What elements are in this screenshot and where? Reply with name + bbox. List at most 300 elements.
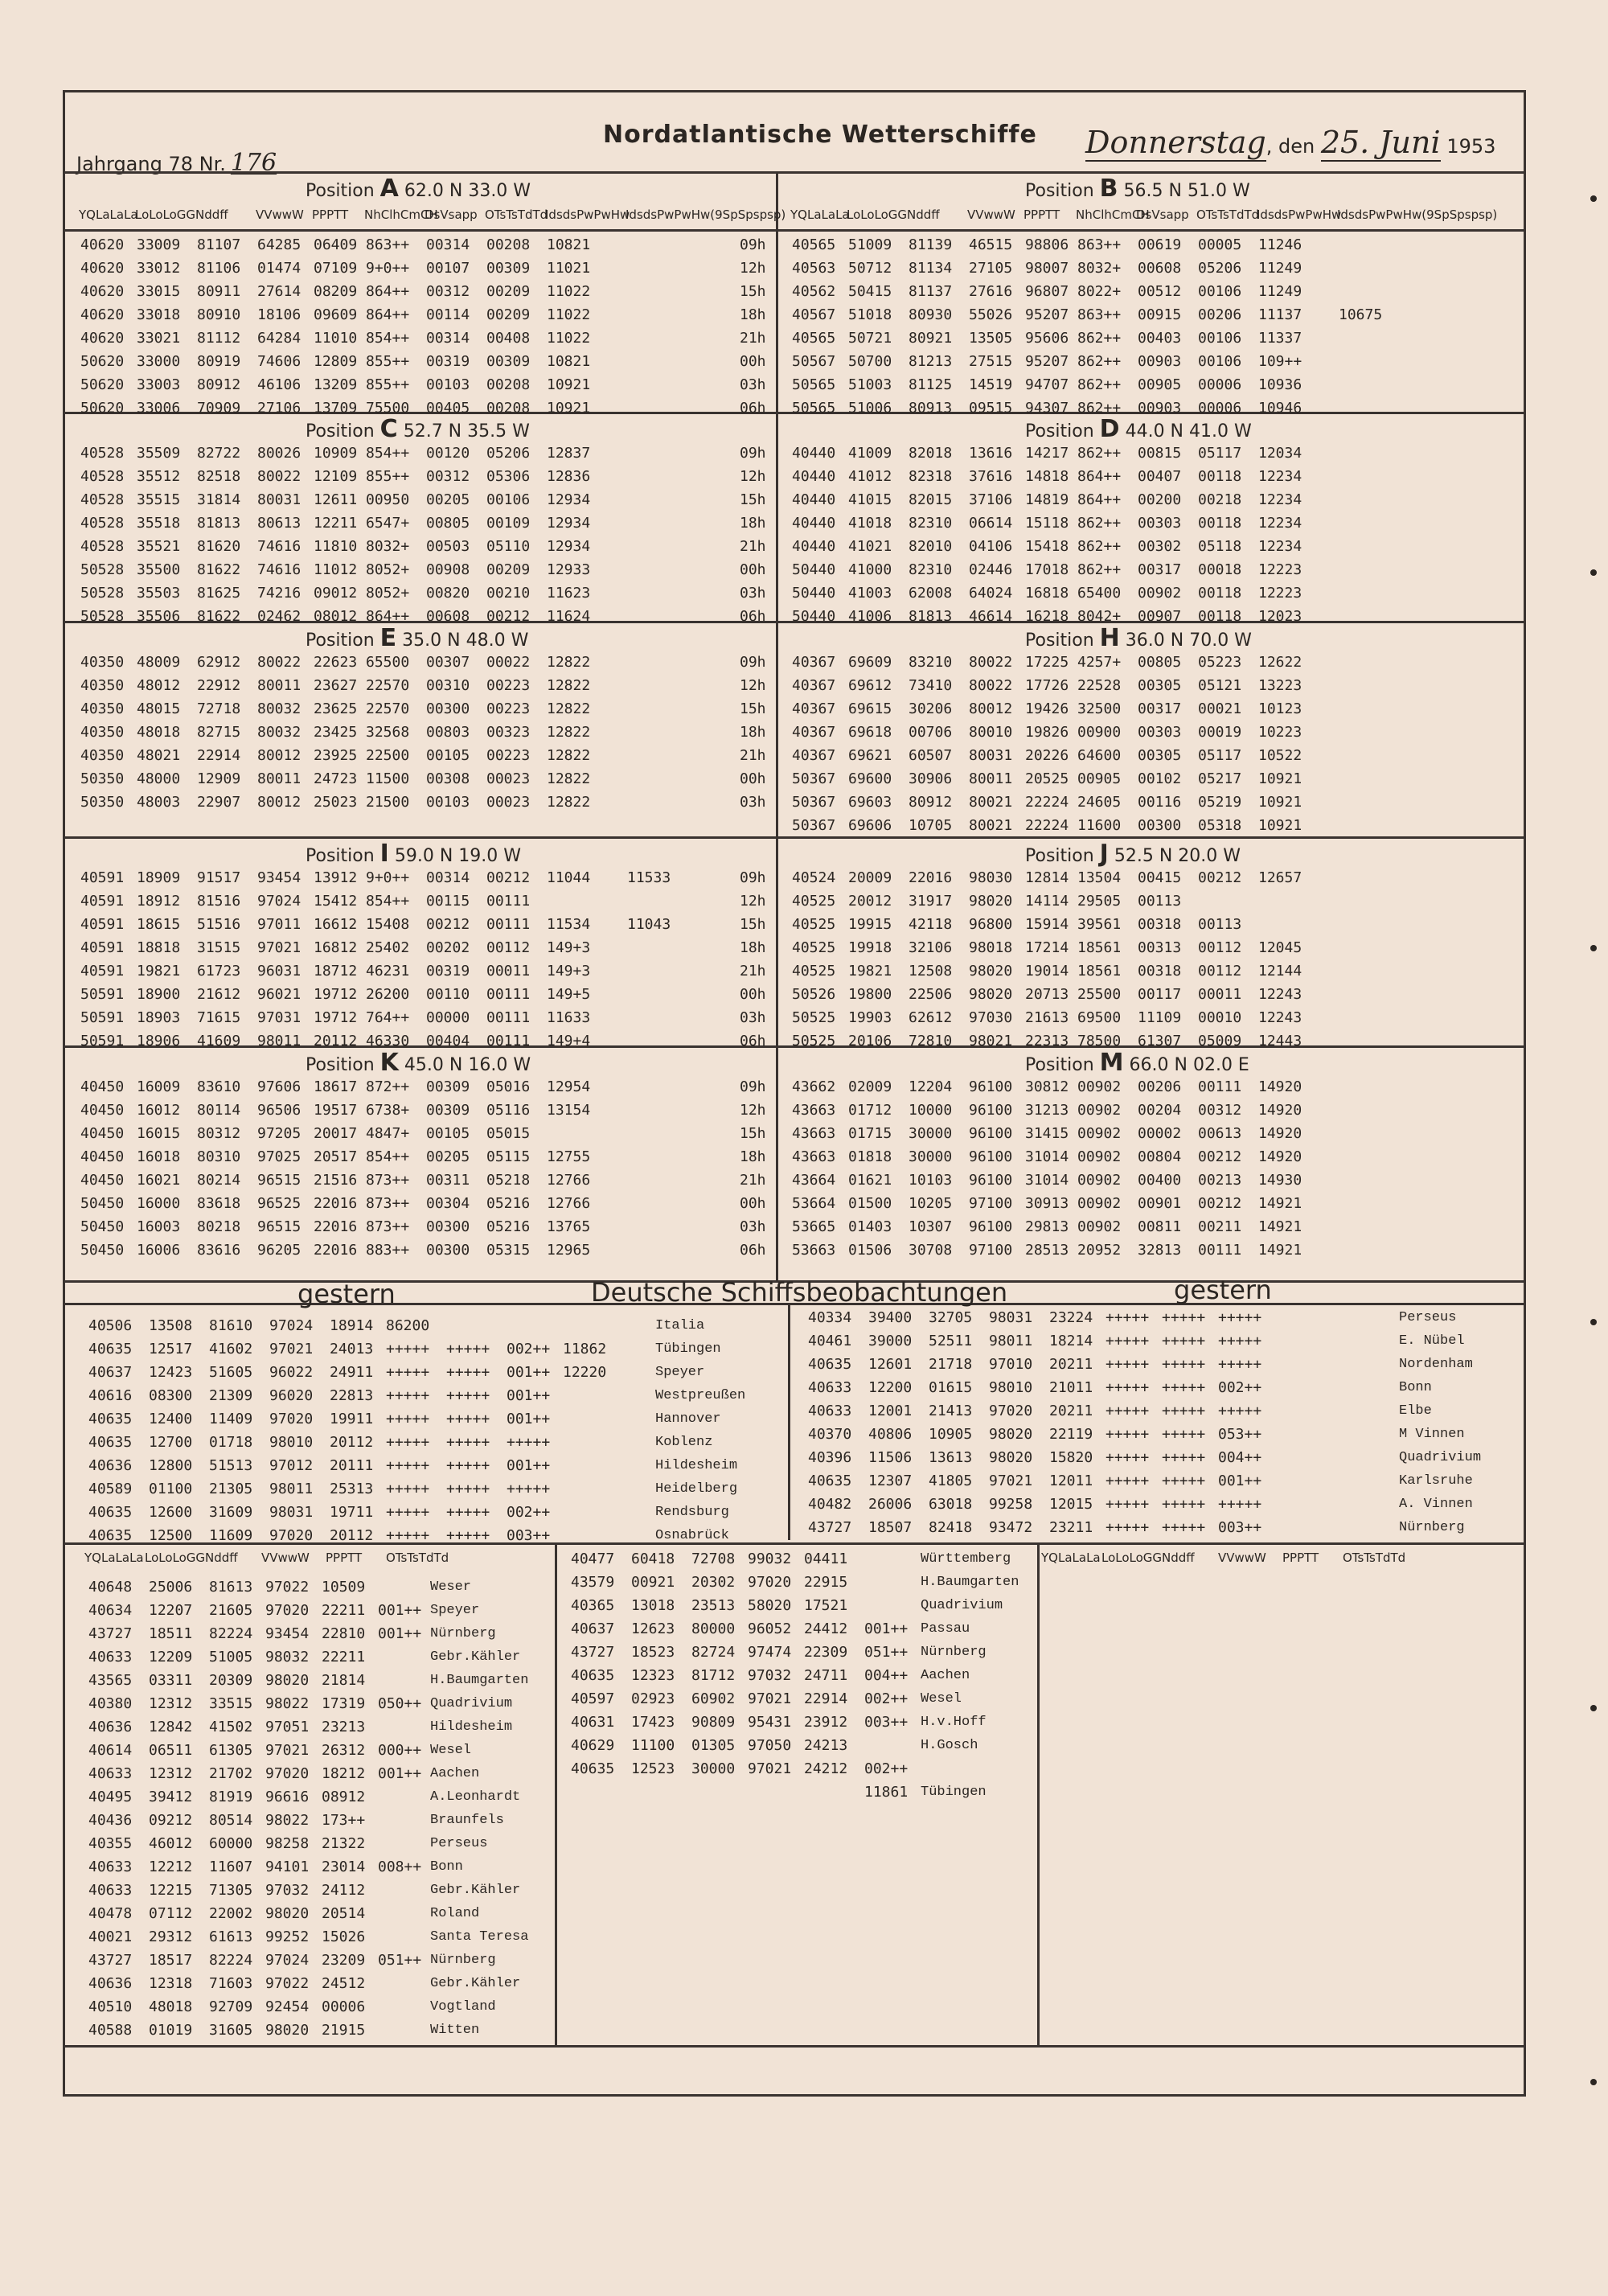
obs-value: 40634 [88, 1602, 133, 1619]
position-word: Position [1025, 421, 1094, 442]
obs-value: 19918 [848, 939, 892, 956]
obs-value: 98020 [989, 1449, 1033, 1466]
obs-value: 40591 [80, 893, 125, 910]
obs-value: 50565 [792, 376, 836, 393]
obs-value: 80010 [969, 724, 1013, 741]
punch-hole [1590, 945, 1597, 951]
obs-value: 62008 [909, 585, 953, 602]
obs-value: 35506 [137, 608, 181, 625]
obs-value: 27106 [257, 400, 302, 417]
obs-value: 26312 [322, 1742, 366, 1759]
obs-value: 80031 [257, 491, 302, 508]
obs-value: 51018 [848, 306, 892, 323]
obs-value: 12212 [149, 1859, 193, 1875]
obs-value: 97010 [989, 1356, 1033, 1373]
obs-value: 18106 [257, 306, 302, 323]
obs-time: 15h [740, 916, 766, 933]
obs-value: 97025 [257, 1148, 302, 1165]
obs-value: 10705 [909, 817, 953, 834]
obs-value: 69609 [848, 654, 892, 671]
obs-time: 09h [740, 445, 766, 462]
obs-value: 12822 [547, 724, 591, 741]
obs-value: 80000 [691, 1620, 736, 1637]
obs-value: 31609 [209, 1504, 253, 1521]
obs-value: 81137 [909, 283, 953, 300]
obs-value: 00213 [1198, 1172, 1242, 1189]
column-header: IdsdsPwPwHw [545, 207, 630, 222]
obs-value: 50525 [792, 1033, 836, 1049]
obs-value: 80022 [257, 468, 302, 485]
obs-value: 854++ [366, 445, 410, 462]
obs-time: 12h [740, 1102, 766, 1119]
obs-value: 00005 [1198, 236, 1242, 253]
obs-time: 18h [740, 1148, 766, 1165]
obs-value: 001++ [507, 1411, 551, 1427]
obs-value: 40380 [88, 1695, 133, 1712]
obs-value: 10223 [1258, 724, 1302, 741]
obs-value: 06511 [149, 1742, 193, 1759]
obs-value: 00212 [426, 916, 470, 933]
obs-value: 12523 [631, 1760, 675, 1777]
obs-value: 40021 [88, 1928, 133, 1945]
obs-value: 14930 [1258, 1172, 1302, 1189]
obs-time: 15h [740, 700, 766, 717]
obs-value: 50526 [792, 986, 836, 1003]
obs-value: +++++ [507, 1481, 551, 1497]
obs-value: 14920 [1258, 1125, 1302, 1142]
obs-value: 002++ [507, 1504, 551, 1521]
obs-value: 00820 [426, 585, 470, 602]
obs-value: 97051 [265, 1719, 310, 1735]
obs-value: 40525 [792, 939, 836, 956]
obs-value: 40591 [80, 869, 125, 886]
obs-value: 05016 [486, 1078, 531, 1095]
obs-value: 40565 [792, 330, 836, 347]
obs-value: 00002 [1138, 1125, 1182, 1142]
obs-value: 862++ [1077, 445, 1122, 462]
obs-value: 11249 [1258, 260, 1302, 277]
obs-value: 50591 [80, 1009, 125, 1026]
obs-value: 96100 [969, 1172, 1013, 1189]
obs-value: 80919 [197, 353, 241, 370]
obs-value: 12312 [149, 1765, 193, 1782]
obs-time: 15h [740, 1125, 766, 1142]
obs-value: 82010 [909, 538, 953, 555]
obs-value: 23513 [691, 1597, 736, 1614]
obs-value: 50567 [792, 353, 836, 370]
obs-value: 19517 [314, 1102, 358, 1119]
ship-name: Wesel [430, 1743, 472, 1758]
obs-value: 98806 [1025, 236, 1069, 253]
obs-value: 00102 [1138, 770, 1182, 787]
obs-value: 00803 [426, 724, 470, 741]
obs-value: 12023 [1258, 608, 1302, 625]
obs-value: 00309 [426, 1102, 470, 1119]
obs-value: 149+4 [547, 1033, 591, 1049]
obs-time: 03h [740, 585, 766, 602]
obs-value: 40350 [80, 654, 125, 671]
obs-value: 50367 [792, 817, 836, 834]
obs-value: 16006 [137, 1242, 181, 1259]
obs-value: 40350 [80, 677, 125, 694]
obs-value: 12657 [1258, 869, 1302, 886]
obs-value: 96800 [969, 916, 1013, 933]
obs-value: 16818 [1025, 585, 1069, 602]
ship-name: Aachen [921, 1668, 970, 1683]
obs-value: 98020 [969, 893, 1013, 910]
obs-value: 33012 [137, 260, 181, 277]
obs-value: 18909 [137, 869, 181, 886]
obs-value: 40528 [80, 445, 125, 462]
obs-value: 96515 [257, 1218, 302, 1235]
obs-value: 00006 [1198, 400, 1242, 417]
obs-value: 12954 [547, 1078, 591, 1095]
obs-value: 25402 [366, 939, 410, 956]
obs-value: 64284 [257, 330, 302, 347]
obs-value: 00915 [1138, 306, 1182, 323]
obs-value: 40635 [808, 1472, 852, 1489]
obs-time: 09h [740, 1078, 766, 1095]
obs-value: 00103 [426, 376, 470, 393]
obs-value: 13765 [547, 1218, 591, 1235]
position-word: Position [1025, 181, 1094, 201]
obs-value: 854++ [366, 893, 410, 910]
obs-value: 00305 [1138, 677, 1182, 694]
obs-value: 17521 [804, 1597, 848, 1614]
obs-value: 80911 [197, 283, 241, 300]
obs-value: 80026 [257, 445, 302, 462]
obs-value: 81125 [909, 376, 953, 393]
obs-value: 40620 [80, 306, 125, 323]
obs-value: 15026 [322, 1928, 366, 1945]
obs-value: 12001 [868, 1403, 913, 1419]
obs-value: 97024 [269, 1317, 314, 1334]
obs-value: 50528 [80, 608, 125, 625]
obs-value: 81139 [909, 236, 953, 253]
obs-value: 00120 [426, 445, 470, 462]
obs-time: 21h [740, 747, 766, 764]
obs-value: 35500 [137, 561, 181, 578]
obs-value: 94707 [1025, 376, 1069, 393]
obs-value: +++++ [446, 1504, 490, 1521]
obs-value: 13709 [314, 400, 358, 417]
obs-value: 48003 [137, 794, 181, 811]
obs-value: 12223 [1258, 585, 1302, 602]
obs-value: 12243 [1258, 986, 1302, 1003]
obs-value: 10205 [909, 1195, 953, 1212]
obs-value: 10509 [322, 1579, 366, 1596]
position-word: Position [1025, 846, 1094, 866]
obs-value: 08300 [149, 1387, 193, 1404]
obs-value: 00111 [486, 986, 531, 1003]
obs-value: 97474 [748, 1644, 792, 1661]
obs-value: 00106 [1198, 283, 1242, 300]
obs-value: 855++ [366, 468, 410, 485]
obs-value: 53665 [792, 1218, 836, 1235]
obs-value: 40637 [571, 1620, 615, 1637]
obs-time: 15h [740, 283, 766, 300]
obs-value: 18912 [137, 893, 181, 910]
obs-value: 41000 [848, 561, 892, 578]
obs-value: 00204 [1138, 1102, 1182, 1119]
obs-value: 11506 [868, 1449, 913, 1466]
obs-value: 83618 [197, 1195, 241, 1212]
obs-value: 97205 [257, 1125, 302, 1142]
obs-value: 40635 [808, 1356, 852, 1373]
obs-value: 10946 [1258, 400, 1302, 417]
obs-value: 95431 [748, 1714, 792, 1731]
obs-value: 20009 [848, 869, 892, 886]
obs-value: 862++ [1077, 400, 1122, 417]
obs-value: 00304 [426, 1195, 470, 1212]
obs-time: 03h [740, 1218, 766, 1235]
obs-value: 80012 [257, 794, 302, 811]
obs-value: 80011 [257, 770, 302, 787]
obs-value: 43727 [88, 1952, 133, 1969]
obs-value: 21305 [209, 1481, 253, 1497]
obs-value: 51009 [848, 236, 892, 253]
obs-value: 01403 [848, 1218, 892, 1235]
obs-value: 81622 [197, 608, 241, 625]
obs-time: 06h [740, 1242, 766, 1259]
obs-value: 40528 [80, 515, 125, 532]
obs-value: 002++ [864, 1760, 909, 1777]
obs-value: 83610 [197, 1078, 241, 1095]
obs-value: 00503 [426, 538, 470, 555]
position-word: Position [306, 421, 375, 442]
obs-value: +++++ [1162, 1403, 1206, 1419]
position-word: Position [1025, 630, 1094, 651]
obs-value: 61723 [197, 963, 241, 980]
obs-value: 16003 [137, 1218, 181, 1235]
obs-value: 149+5 [547, 986, 591, 1003]
obs-value: 97050 [748, 1737, 792, 1754]
obs-value: 864++ [1077, 468, 1122, 485]
obs-value: 43727 [571, 1644, 615, 1661]
obs-time: 06h [740, 1033, 766, 1049]
column-header: Nddff [1162, 1551, 1195, 1565]
position-letter: D [1099, 415, 1120, 443]
obs-value: +++++ [446, 1387, 490, 1404]
obs-value: 40648 [88, 1579, 133, 1596]
obs-value: 14217 [1025, 445, 1069, 462]
obs-value: 30000 [909, 1125, 953, 1142]
obs-value: 31014 [1025, 1148, 1069, 1165]
obs-value: 12211 [314, 515, 358, 532]
obs-value: 12109 [314, 468, 358, 485]
obs-value: 48018 [149, 1998, 193, 2015]
obs-value: 00022 [486, 654, 531, 671]
obs-value: 06409 [314, 236, 358, 253]
obs-value: 98020 [265, 1905, 310, 1922]
obs-value: 12015 [1049, 1496, 1093, 1513]
position-word: Position [306, 846, 375, 866]
obs-value: 00312 [426, 468, 470, 485]
obs-value: 008++ [378, 1859, 422, 1875]
obs-value: 35521 [137, 538, 181, 555]
obs-value: 10307 [909, 1218, 953, 1235]
obs-value: 81620 [197, 538, 241, 555]
obs-value: 855++ [366, 376, 410, 393]
obs-time: 12h [740, 677, 766, 694]
obs-value: 96205 [257, 1242, 302, 1259]
obs-value: 97100 [969, 1242, 1013, 1259]
obs-value: 41805 [929, 1472, 973, 1489]
obs-value: 40633 [88, 1882, 133, 1899]
obs-value: 16012 [137, 1102, 181, 1119]
obs-value: 001++ [378, 1625, 422, 1642]
obs-value: 13505 [969, 330, 1013, 347]
obs-value: 12836 [547, 468, 591, 485]
column-header: NhClhCmCH [364, 207, 438, 222]
obs-time: 03h [740, 794, 766, 811]
position-letter: C [379, 415, 398, 443]
obs-value: 00305 [1138, 747, 1182, 764]
obs-value: 40635 [88, 1434, 133, 1451]
obs-value: 43664 [792, 1172, 836, 1189]
obs-value: 01818 [848, 1148, 892, 1165]
obs-value: 02462 [257, 608, 302, 625]
obs-value: +++++ [446, 1341, 490, 1357]
obs-value: 32568 [366, 724, 410, 741]
obs-value: 74606 [257, 353, 302, 370]
obs-value: 64600 [1077, 747, 1122, 764]
obs-value: 15914 [1025, 916, 1069, 933]
obs-value: 40633 [88, 1859, 133, 1875]
obs-value: 00212 [486, 869, 531, 886]
lower-divider [555, 1542, 557, 2045]
obs-value: +++++ [1106, 1496, 1150, 1513]
obs-value: 12822 [547, 770, 591, 787]
obs-value: 00113 [1138, 893, 1182, 910]
obs-value: 02009 [848, 1078, 892, 1095]
obs-value: 69618 [848, 724, 892, 741]
obs-time: 18h [740, 306, 766, 323]
ship-name: Aachen [430, 1766, 480, 1781]
obs-value: 32705 [929, 1309, 973, 1326]
ship-name: Nordenham [1399, 1357, 1473, 1372]
obs-value: 61307 [1138, 1033, 1182, 1049]
obs-value: 00218 [1198, 491, 1242, 508]
obs-value: 50525 [792, 1009, 836, 1026]
obs-value: 48009 [137, 654, 181, 671]
obs-value: 20106 [848, 1033, 892, 1049]
obs-value: 11021 [547, 260, 591, 277]
obs-value: 60507 [909, 747, 953, 764]
obs-value: +++++ [1162, 1519, 1206, 1536]
obs-value: 002++ [1218, 1379, 1262, 1396]
obs-value: 00902 [1138, 585, 1182, 602]
obs-value: 05318 [1198, 817, 1242, 834]
position-word: Position [1025, 1055, 1094, 1075]
obs-value: 00205 [426, 1148, 470, 1165]
ship-name: Quadrivium [921, 1598, 1003, 1613]
obs-value: 40636 [88, 1457, 133, 1474]
obs-value: 10905 [929, 1426, 973, 1443]
obs-value: 40365 [571, 1597, 615, 1614]
obs-value: 13154 [547, 1102, 591, 1119]
obs-value: 96021 [257, 986, 302, 1003]
obs-value: 00905 [1138, 376, 1182, 393]
obs-value: +++++ [1106, 1403, 1150, 1419]
obs-value: 33021 [137, 330, 181, 347]
obs-value: 16015 [137, 1125, 181, 1142]
obs-value: 12700 [149, 1434, 193, 1451]
obs-time: 21h [740, 1172, 766, 1189]
obs-value: 12623 [631, 1620, 675, 1637]
obs-value: 95207 [1025, 306, 1069, 323]
obs-value: 864++ [1077, 491, 1122, 508]
obs-value: 33006 [137, 400, 181, 417]
obs-value: 000++ [378, 1742, 422, 1759]
obs-value: 99258 [989, 1496, 1033, 1513]
weekday: Donnerstag [1085, 125, 1266, 160]
obs-value: 80032 [257, 724, 302, 741]
ship-name: Hannover [655, 1411, 721, 1427]
obs-value: 10909 [314, 445, 358, 462]
obs-value: 81712 [691, 1667, 736, 1684]
obs-value: 80613 [257, 515, 302, 532]
obs-value: 81610 [209, 1317, 253, 1334]
ship-name: Italia [655, 1318, 705, 1333]
obs-value: 11043 [627, 916, 671, 933]
obs-value: 50440 [792, 608, 836, 625]
obs-value: +++++ [386, 1411, 430, 1427]
obs-value: 00111 [486, 893, 531, 910]
obs-value: 24512 [322, 1975, 366, 1992]
obs-value: 69621 [848, 747, 892, 764]
position-coords: 45.0 N 16.0 W [404, 1055, 531, 1075]
obs-value: 43727 [808, 1519, 852, 1536]
obs-value: 24911 [330, 1364, 374, 1381]
obs-value: 8052+ [366, 561, 410, 578]
obs-value: 97022 [265, 1579, 310, 1596]
position-title [306, 1049, 531, 1077]
obs-value: 003++ [507, 1527, 551, 1544]
obs-value: 20525 [1025, 770, 1069, 787]
obs-value: 00006 [322, 1998, 366, 2015]
ship-name: Santa Teresa [430, 1929, 529, 1945]
obs-value: 40591 [80, 939, 125, 956]
obs-value: +++++ [1162, 1449, 1206, 1466]
obs-value: 00212 [1198, 1148, 1242, 1165]
position-title [306, 840, 521, 868]
obs-value: 10921 [547, 400, 591, 417]
obs-value: 80021 [969, 817, 1013, 834]
obs-value: 00113 [1198, 916, 1242, 933]
obs-value: 51003 [848, 376, 892, 393]
obs-value: 02923 [631, 1690, 675, 1707]
obs-value: 00118 [1198, 468, 1242, 485]
obs-value: 12209 [149, 1649, 193, 1666]
obs-value: 00901 [1138, 1195, 1182, 1212]
obs-value: 00118 [1198, 585, 1242, 602]
obs-value: 69606 [848, 817, 892, 834]
obs-value: 11607 [209, 1859, 253, 1875]
obs-value: 46614 [969, 608, 1013, 625]
obs-value: 05315 [486, 1242, 531, 1259]
column-header: OTsTsTdTd [386, 1551, 449, 1565]
obs-value: 11600 [1077, 817, 1122, 834]
obs-value: 00908 [426, 561, 470, 578]
obs-value: 01615 [929, 1379, 973, 1396]
obs-value: 00302 [1138, 538, 1182, 555]
obs-value: 00407 [1138, 468, 1182, 485]
obs-value: 96100 [969, 1078, 1013, 1095]
obs-value: 80514 [209, 1812, 253, 1829]
column-header: YQLaLaLa [79, 207, 138, 222]
obs-value: 05216 [486, 1218, 531, 1235]
